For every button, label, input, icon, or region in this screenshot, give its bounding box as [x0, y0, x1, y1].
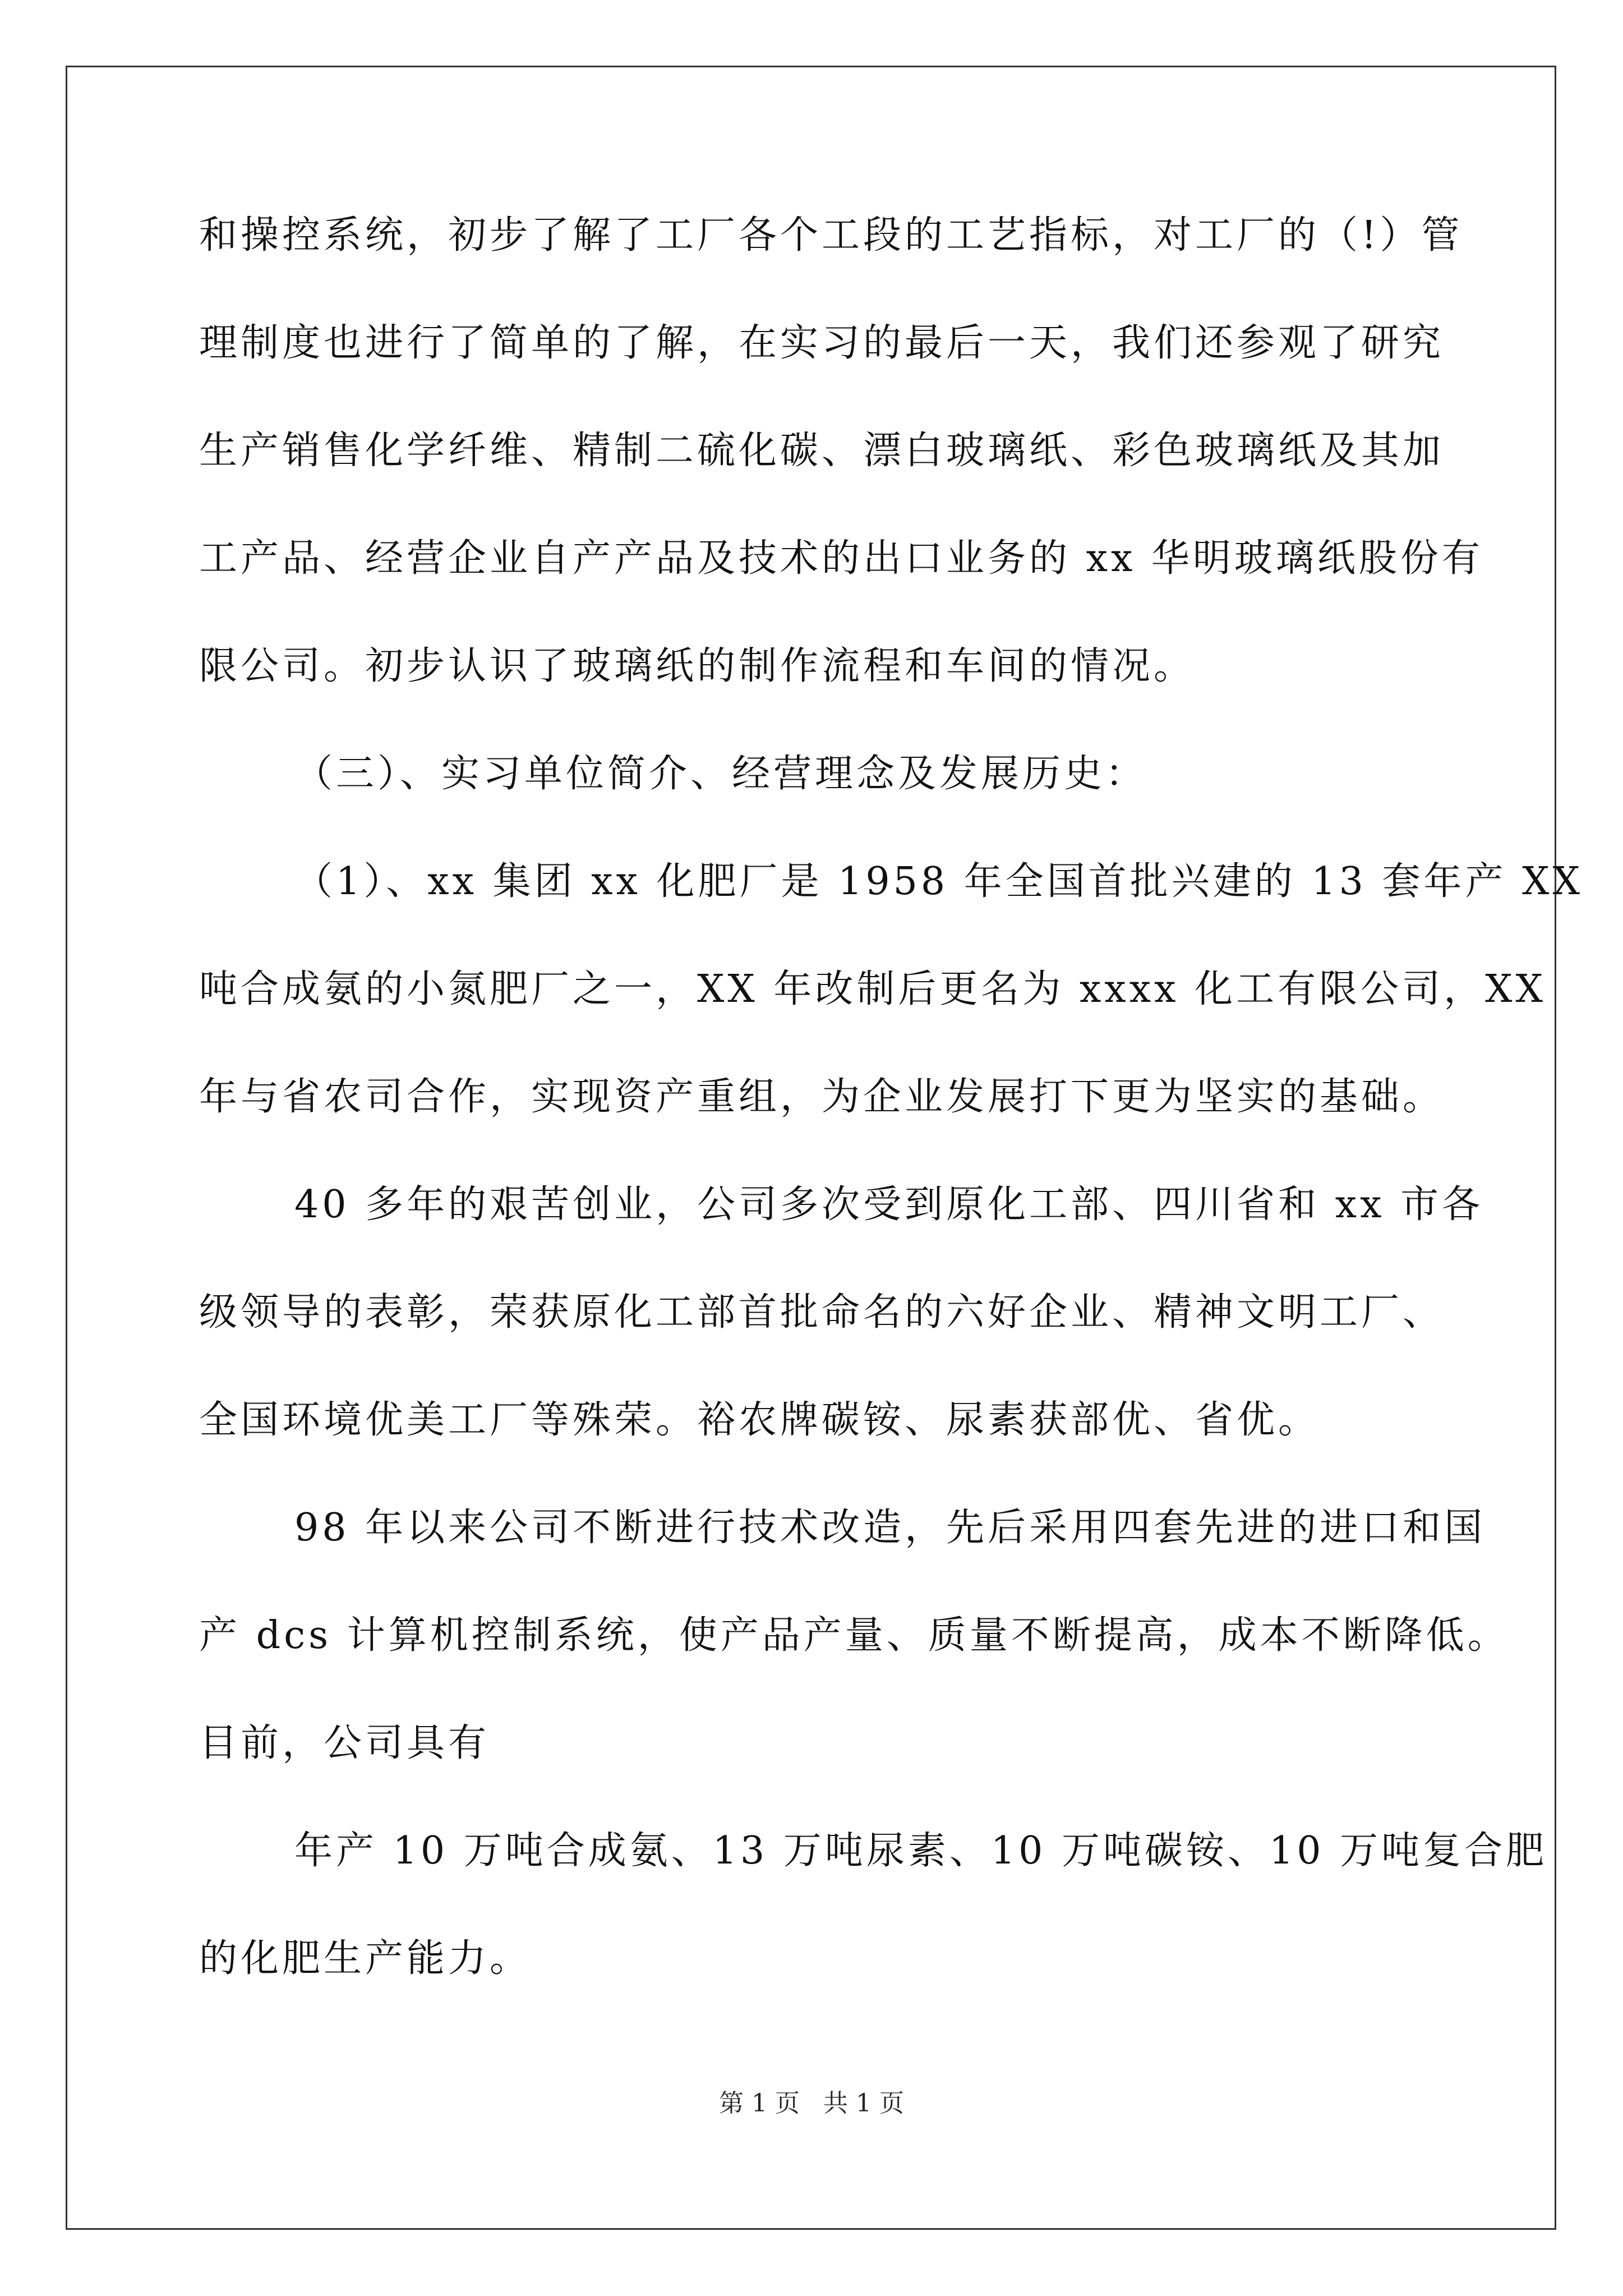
- section-heading: （三）、实习单位简介、经营理念及发展历史：: [294, 752, 1147, 796]
- text-line: 限公司。初步认识了玻璃纸的制作流程和车间的情况。: [199, 644, 1196, 688]
- text-line: 吨合成氨的小氮肥厂之一，XX 年改制后更名为 xxxx 化工有限公司，XX: [199, 967, 1546, 1011]
- page-border: [66, 66, 1556, 2230]
- text-line: 40 多年的艰苦创业，公司多次受到原化工部、四川省和 xx 市各: [294, 1182, 1484, 1227]
- text-line: 全国环境优美工厂等殊荣。裕农牌碳铵、尿素获部优、省优。: [199, 1398, 1320, 1442]
- page-total: 共 1 页: [823, 2089, 904, 2118]
- text-line: 理制度也进行了简单的了解，在实习的最后一天，我们还参观了研究: [199, 321, 1445, 365]
- text-line: 级领导的表彰，荣获原化工部首批命名的六好企业、精神文明工厂、: [199, 1290, 1445, 1335]
- text-line: 98 年以来公司不断进行技术改造，先后采用四套先进的进口和国: [294, 1506, 1486, 1550]
- page-footer: [0, 2087, 1623, 2120]
- page-number: 第 1 页: [719, 2089, 800, 2118]
- text-line: 和操控系统，初步了解了工厂各个工段的工艺指标，对工厂的（!）管: [199, 213, 1463, 257]
- text-line: 年与省农司合作，实现资产重组，为企业发展打下更为坚实的基础。: [199, 1075, 1445, 1119]
- text-line: （1）、xx 集团 xx 化肥厂是 1958 年全国首批兴建的 13 套年产 XX: [294, 859, 1583, 904]
- text-line: 产 dcs 计算机控制系统，使产品产量、质量不断提高，成本不断降低。: [199, 1613, 1509, 1658]
- text-line: 生产销售化学纤维、精制二硫化碳、漂白玻璃纸、彩色玻璃纸及其加: [199, 429, 1445, 473]
- text-line: 目前，公司具有: [199, 1721, 490, 1765]
- text-line: 年产 10 万吨合成氨、13 万吨尿素、10 万吨碳铵、10 万吨复合肥: [294, 1829, 1548, 1873]
- text-line: 工产品、经营企业自产产品及技术的出口业务的 xx 华明玻璃纸股份有: [199, 536, 1483, 581]
- text-line: 的化肥生产能力。: [199, 1936, 532, 1981]
